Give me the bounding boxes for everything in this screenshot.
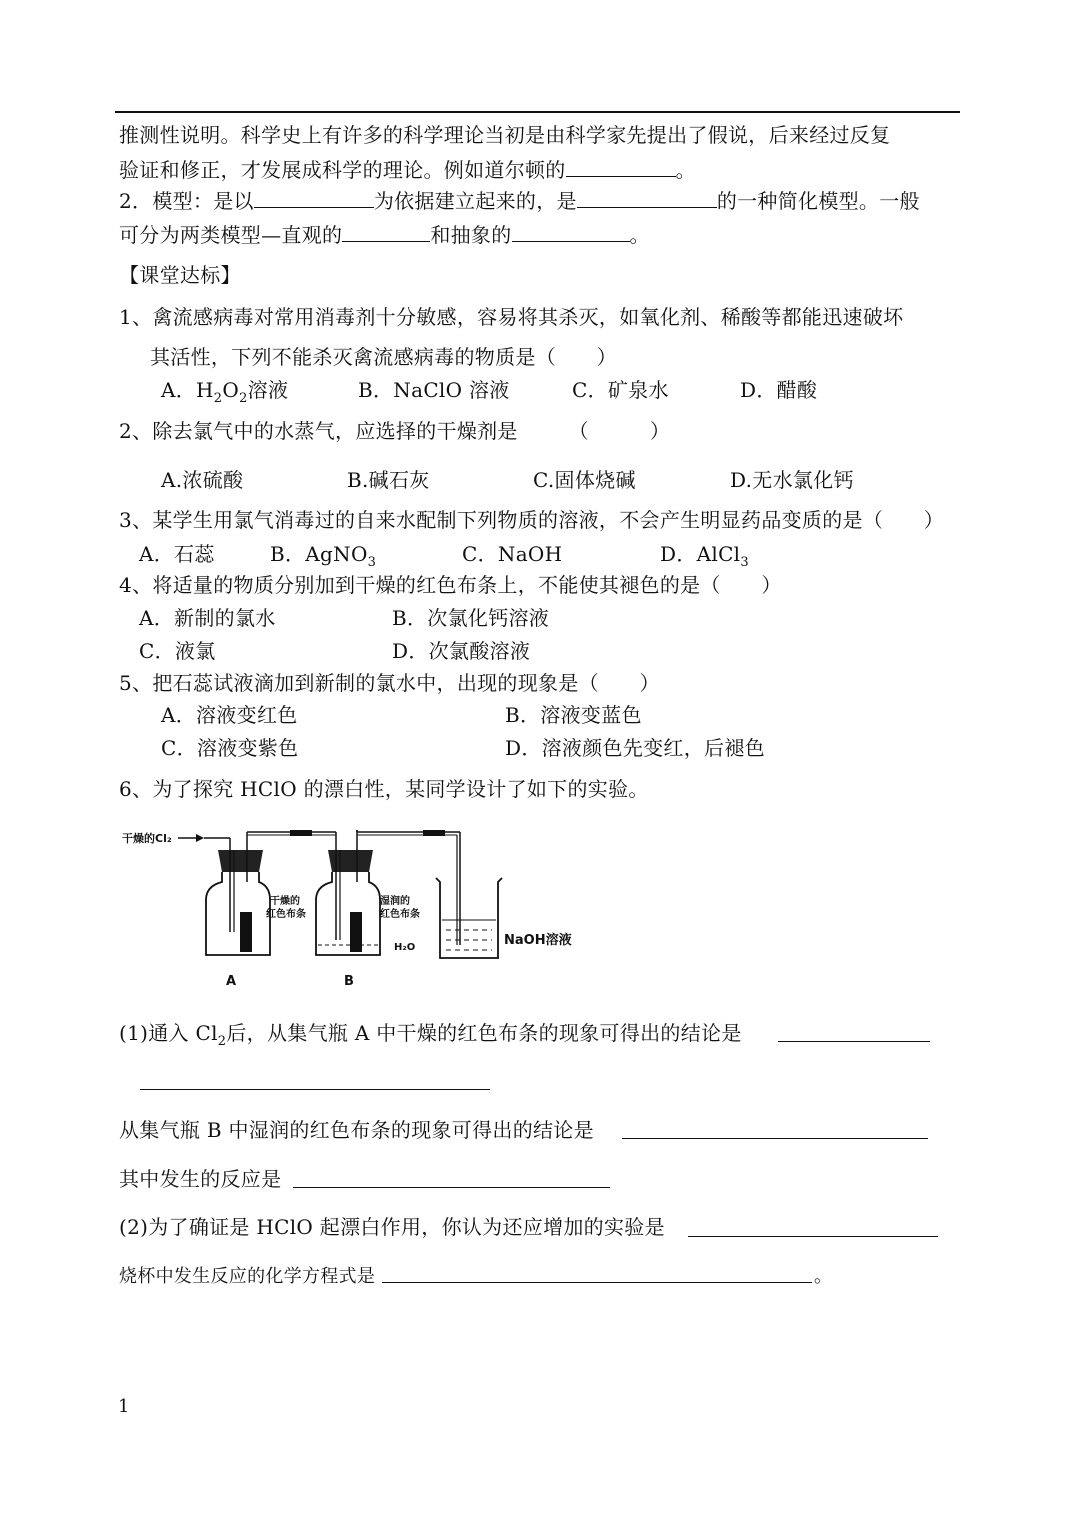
text-line: 推测性说明。科学史上有许多的科学理论当初是由科学家先提出了假说，后来经过反复 [119,123,891,147]
q3-option-d[interactable]: D．AlCl$_3$ [660,542,749,570]
bottle-b-letter: B [344,974,354,989]
text-line: 可分为两类模型—直观的 和抽象的 。 [119,223,650,247]
q3-option-a[interactable]: A．石蕊 [139,542,215,566]
q1-option-d[interactable]: D．醋酸 [740,378,818,402]
arrow-head-icon [196,834,204,842]
bottle-b [316,830,380,955]
q2-option-b[interactable]: B.碱石灰 [347,468,430,492]
page-number: 1 [118,1396,130,1417]
question-6-2b: 烧杯中发生反应的化学方程式是 [119,1266,376,1287]
answer-blank[interactable] [254,189,374,208]
answer-blank[interactable] [778,1041,930,1042]
bottle-b-label: 红色布条 [380,909,420,920]
answer-blank[interactable] [342,223,430,242]
q4-option-a[interactable]: A．新制的氯水 [139,606,276,630]
q1-option-c[interactable]: C．矿泉水 [572,378,669,402]
question-6-2: (2)为了确证是 HClO 起漂白作用，你认为还应增加的实验是 [119,1215,665,1239]
inlet-label: 干燥的Cl₂ [122,832,172,845]
answer-blank[interactable] [382,1282,812,1283]
bottle-b-label: 湿润的 [380,896,410,907]
bottle-a-letter: A [226,974,237,989]
q2-option-c[interactable]: C.固体烧碱 [533,468,636,492]
q5-option-d[interactable]: D．溶液颜色先变红，后褪色 [505,736,765,760]
question-6-2b-end: 。 [814,1266,833,1287]
question-6-1: (1)通入 $Cl_2$后，从集气瓶 A 中干燥的红色布条的现象可得出的结论是 [119,1021,742,1049]
apparatus-diagram [118,820,598,995]
q5-option-b[interactable]: B．溶液变蓝色 [505,703,642,727]
stopper-a [218,850,263,872]
question-6: 6、为了探究 HClO 的漂白性，某同学设计了如下的实验。 [119,777,649,801]
answer-blank[interactable] [622,1138,928,1139]
q1-option-b[interactable]: B．NaClO 溶液 [358,378,510,402]
q5-option-a[interactable]: A．溶液变红色 [161,703,298,727]
q4-option-d[interactable]: D．次氯酸溶液 [392,639,531,663]
bottle-a-label: 红色布条 [266,909,306,920]
q4-option-c[interactable]: C．液氯 [139,639,216,663]
section-title: 【课堂达标】 [119,263,241,287]
question-6-1b: 从集气瓶 B 中湿润的红色布条的现象可得出的结论是 [119,1118,594,1142]
text-line: 2．模型：是以 为依据建立起来的，是 的一种简化模型。一般 [119,189,920,213]
bottle-a [206,838,270,955]
wet-red-cloth-strip [350,912,362,952]
dry-red-cloth-strip [240,912,252,952]
question-1: 1、禽流感病毒对常用消毒剂十分敏感，容易将其杀灭，如氧化剂、稀酸等都能迅速破坏 [119,305,904,329]
q3-option-c[interactable]: C．NaOH [462,542,563,566]
beaker [436,878,502,958]
header-rule [115,111,960,113]
q3-option-b[interactable]: B．AgNO$_3$ [270,542,377,570]
question-6-1c: 其中发生的反应是 [119,1167,282,1191]
q2-option-d[interactable]: D.无水氯化钙 [730,468,854,492]
text-line: 验证和修正，才发展成科学的理论。例如道尔顿的 。 [119,158,696,182]
question-2: 2、除去氯气中的水蒸气，应选择的干燥剂是 （ ） [119,419,671,443]
answer-blank[interactable] [577,189,717,208]
stopper-b [328,850,373,872]
question-3: 3、某学生用氯气消毒过的自来水配制下列物质的溶液，不会产生明显药品变质的是（ ） [119,508,945,532]
q5-option-c[interactable]: C．溶液变紫色 [161,736,299,760]
q4-option-b[interactable]: B．次氯化钙溶液 [392,606,550,630]
question-1-cont: 其活性，下列不能杀灭禽流感病毒的物质是（ ） [150,345,617,369]
question-5: 5、把石蕊试液滴加到新制的氯水中，出现的现象是（ ） [119,671,660,695]
answer-blank[interactable] [566,158,676,177]
answer-blank[interactable] [293,1187,610,1188]
q2-option-a[interactable]: A.浓硫酸 [161,468,244,492]
q1-option-a[interactable]: A．$H_2O_2$溶液 [161,378,289,406]
question-4: 4、将适量的物质分别加到干燥的红色布条上，不能使其褪色的是（ ） [119,573,782,597]
bottle-a-label: 干燥的 [270,896,300,907]
answer-blank[interactable] [688,1236,938,1237]
answer-blank[interactable] [512,223,630,242]
naoh-label: NaOH溶液 [504,933,572,948]
answer-blank[interactable] [140,1089,490,1090]
water-label: H₂O [394,942,416,953]
